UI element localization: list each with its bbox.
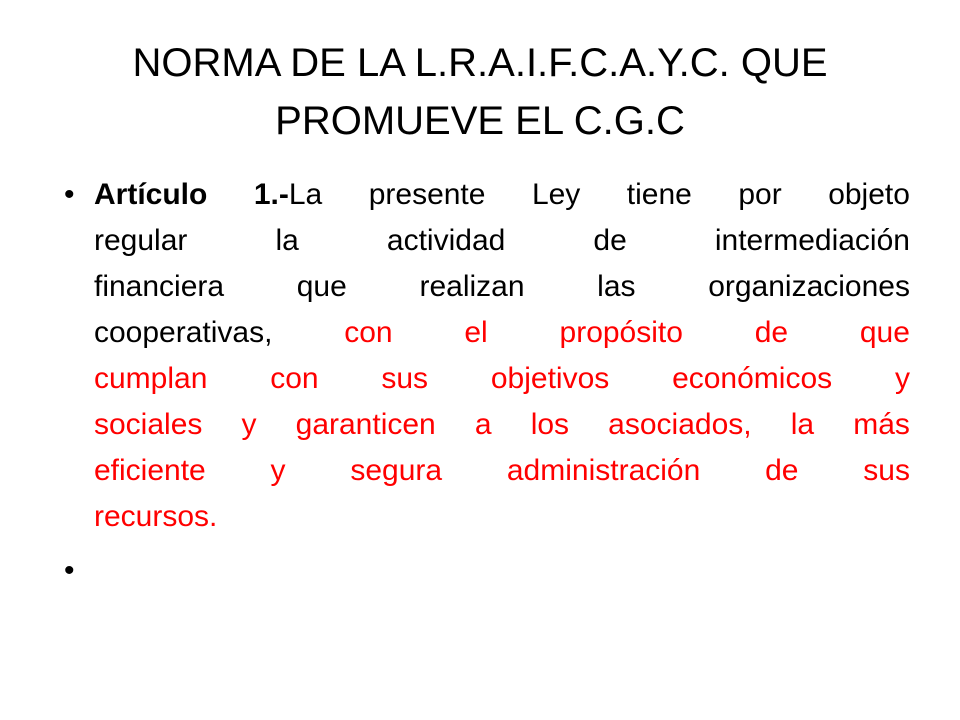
article-word-highlight: recursos. bbox=[94, 500, 218, 533]
article-word: de bbox=[593, 224, 627, 257]
article-word-highlight: objetivos bbox=[490, 362, 610, 395]
article-word: Ley bbox=[531, 178, 581, 211]
article-word-highlight: los bbox=[530, 408, 570, 441]
title-line-2: PROMUEVE EL C.G.C bbox=[275, 99, 685, 143]
article-bullet bbox=[62, 172, 910, 540]
article-word: las bbox=[597, 270, 636, 303]
bullet-icon: • bbox=[64, 178, 75, 211]
article-word-highlight: la bbox=[790, 408, 815, 441]
article-word-highlight: con bbox=[270, 362, 319, 395]
article-line bbox=[94, 310, 910, 356]
article-word-highlight: de bbox=[765, 454, 799, 487]
article-word-highlight: sus bbox=[381, 362, 429, 395]
article-line bbox=[94, 172, 910, 218]
article-word: Artículo bbox=[94, 178, 208, 211]
article-word: cooperativas, bbox=[94, 316, 273, 349]
article-word-highlight: que bbox=[859, 316, 910, 349]
article-word-highlight: más bbox=[853, 408, 910, 441]
article-word-highlight: y bbox=[270, 454, 286, 487]
article-word-tail: La bbox=[288, 178, 323, 211]
article-word: que bbox=[296, 270, 347, 303]
article-word-highlight: segura bbox=[350, 454, 443, 487]
article-word-highlight: garanticen bbox=[295, 408, 436, 441]
article-line-highlight bbox=[94, 356, 910, 402]
article-word: por bbox=[738, 178, 782, 211]
article-word: actividad bbox=[386, 224, 506, 257]
article-number: 1.- bbox=[253, 178, 289, 211]
article-word: regular bbox=[94, 224, 188, 257]
article-word-highlight: y bbox=[894, 362, 910, 395]
article-word-highlight: administración bbox=[506, 454, 701, 487]
article-word-highlight: a bbox=[474, 408, 492, 441]
article-word: la bbox=[275, 224, 299, 257]
article-word-highlight: propósito bbox=[559, 316, 683, 349]
article-word: financiera bbox=[94, 270, 225, 303]
article-word-highlight: sociales bbox=[94, 408, 203, 441]
article-line-highlight bbox=[94, 494, 910, 540]
article-word-highlight: sus bbox=[863, 454, 910, 487]
slide-title bbox=[60, 34, 900, 150]
article-word-highlight: asociados, bbox=[608, 408, 752, 441]
article-word-highlight: y bbox=[241, 408, 257, 441]
article-word-highlight: cumplan bbox=[94, 362, 208, 395]
empty-bullet bbox=[62, 548, 910, 594]
article-line bbox=[94, 218, 910, 264]
article-word: tiene bbox=[626, 178, 692, 211]
article-word-highlight: de bbox=[754, 316, 789, 349]
title-line-1: NORMA DE LA L.R.A.I.F.C.A.Y.C. QUE bbox=[132, 41, 828, 85]
article-word bbox=[254, 172, 322, 218]
article-line bbox=[94, 264, 910, 310]
bullet-list bbox=[62, 172, 910, 594]
article-word: presente bbox=[368, 178, 486, 211]
article-word: organizaciones bbox=[708, 270, 910, 303]
article-word-highlight: económicos bbox=[672, 362, 833, 395]
article-word: realizan bbox=[419, 270, 525, 303]
article-word: intermediación bbox=[714, 224, 910, 257]
article-word-highlight: eficiente bbox=[94, 454, 206, 487]
bullet-icon: • bbox=[64, 554, 75, 587]
article-line-highlight bbox=[94, 402, 910, 448]
article-word-highlight: con bbox=[344, 316, 393, 349]
article-word: objeto bbox=[828, 178, 910, 211]
article-line-highlight bbox=[94, 448, 910, 494]
article-word-highlight: el bbox=[464, 316, 488, 349]
